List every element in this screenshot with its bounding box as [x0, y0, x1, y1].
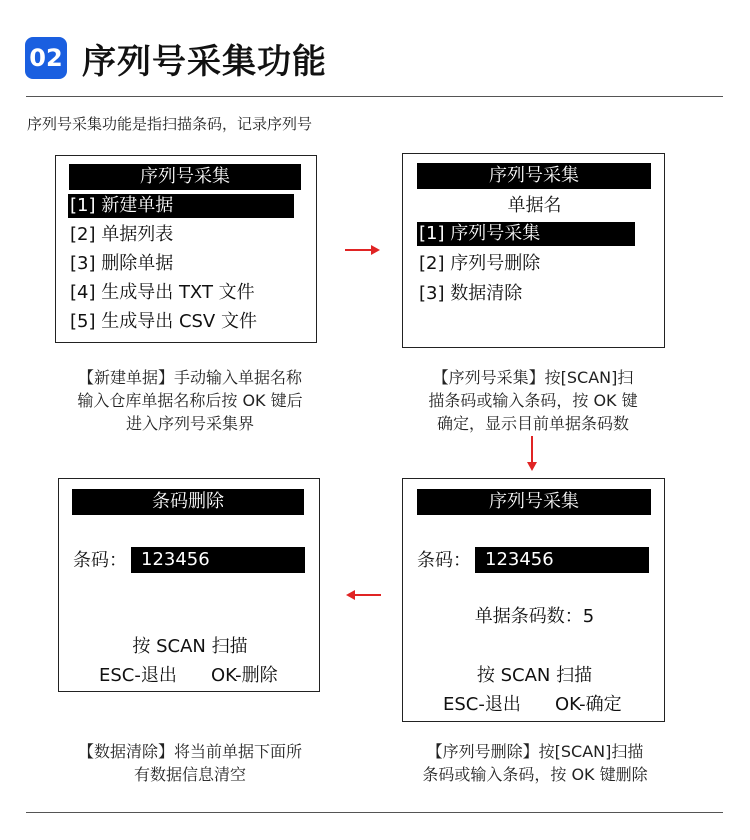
caption-new-doc: 【新建单据】手动输入单据名称 输入仓库单据名称后按 OK 键后 进入序列号采集界 [77, 368, 303, 433]
section-number-badge: 02 [25, 37, 67, 79]
intro-text: 序列号采集功能是指扫描条码，记录序列号 [27, 115, 313, 133]
screen-title-bar: 序列号采集 [417, 489, 651, 515]
menu-item-serial-collect[interactable]: [1] 序列号采集 [417, 222, 635, 246]
scan-hint: 按 SCAN 扫描 [132, 636, 248, 657]
barcode-input[interactable]: 123456 [131, 547, 305, 573]
menu-item-new-doc[interactable]: [1] 新建单据 [68, 194, 294, 218]
doc-barcode-count: 单据条码数：5 [474, 606, 595, 627]
screen-title-bar: 序列号采集 [417, 163, 651, 189]
bottom-divider [26, 812, 723, 813]
menu-item-delete-doc[interactable]: [3] 删除单据 [70, 253, 174, 274]
arrow-down-icon [525, 436, 539, 472]
doc-name-label: 单据名 [507, 195, 562, 216]
esc-exit-key[interactable]: ESC-退出 [99, 665, 177, 686]
barcode-label: 条码： [417, 550, 471, 571]
menu-item-serial-delete[interactable]: [2] 序列号删除 [419, 253, 541, 274]
menu-item-doc-list[interactable]: [2] 单据列表 [70, 224, 174, 245]
caption-collect: 【序列号采集】按[SCAN]扫 描条码或输入条码，按 OK 键 确定，显示目前单据条码数 [428, 368, 638, 433]
barcode-input[interactable]: 123456 [475, 547, 649, 573]
arrow-left-icon [345, 588, 381, 602]
ok-delete-key[interactable]: OK-删除 [211, 665, 278, 686]
esc-exit-key[interactable]: ESC-退出 [443, 694, 521, 715]
barcode-label: 条码： [73, 550, 127, 571]
menu-item-export-txt[interactable]: [4] 生成导出 TXT 文件 [70, 282, 255, 303]
top-divider [26, 96, 723, 97]
screen-barcode-delete [58, 478, 320, 692]
arrow-right-icon [345, 243, 381, 257]
ok-confirm-key[interactable]: OK-确定 [555, 694, 622, 715]
screen-title-bar: 序列号采集 [69, 164, 301, 190]
caption-delete: 【序列号删除】按[SCAN]扫描 条码或输入条码，按 OK 键删除 [422, 742, 648, 784]
caption-clear: 【数据清除】将当前单据下面所 有数据信息清空 [77, 742, 302, 784]
menu-item-data-clear[interactable]: [3] 数据清除 [419, 283, 523, 304]
scan-hint: 按 SCAN 扫描 [476, 665, 593, 686]
menu-item-export-csv[interactable]: [5] 生成导出 CSV 文件 [70, 311, 257, 332]
screen-collect-menu [402, 153, 665, 348]
page-title: 序列号采集功能 [82, 42, 327, 82]
screen-collect-scan [402, 478, 665, 722]
screen-title-bar: 条码删除 [72, 489, 304, 515]
screen-new-doc [55, 155, 317, 343]
